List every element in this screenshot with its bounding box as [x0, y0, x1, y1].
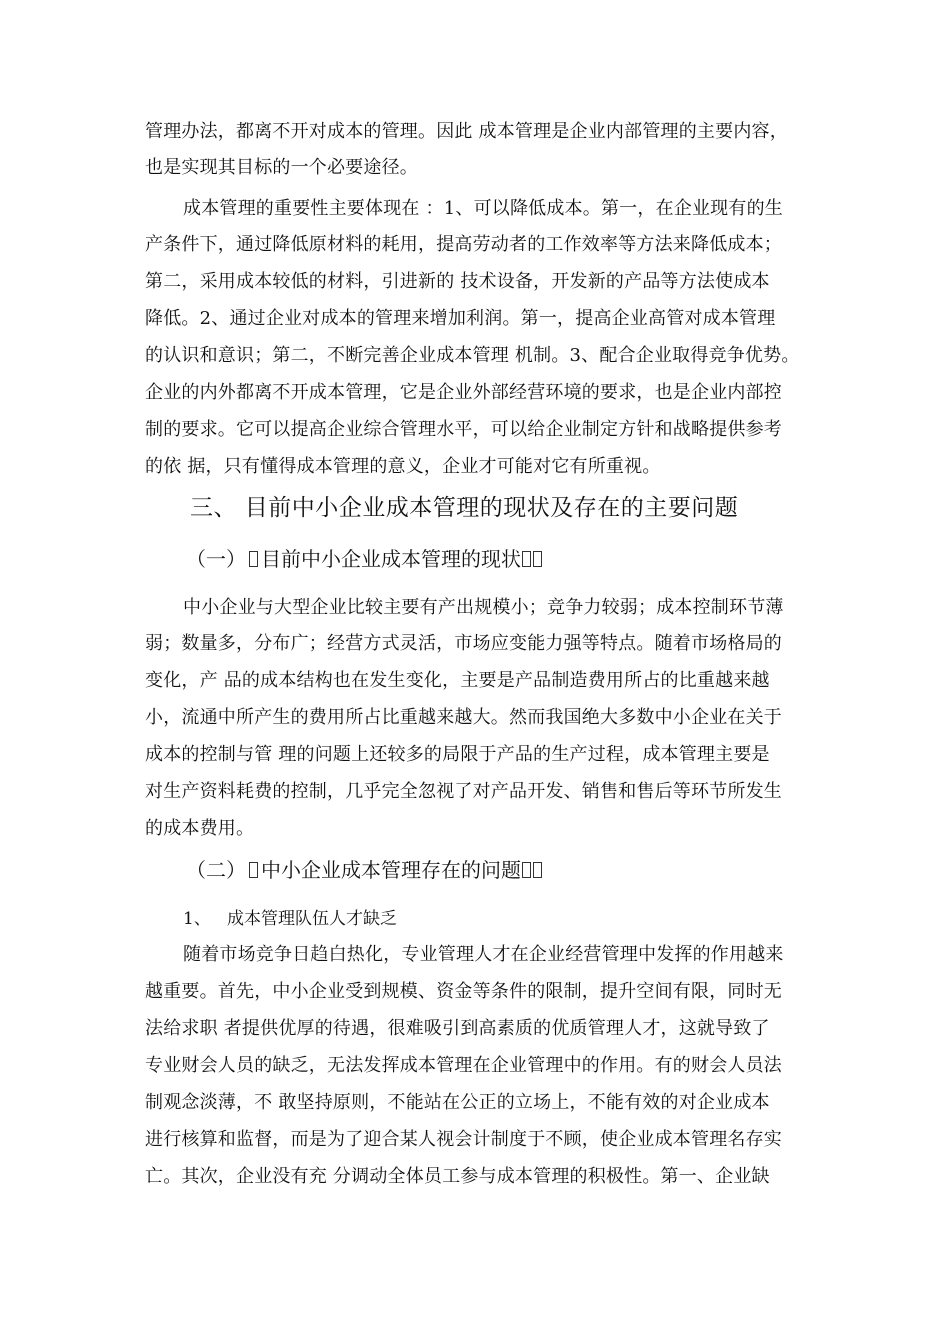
missing-glyph-icon [522, 862, 531, 878]
paragraph-line: 的认识和意识；第二，不断完善企业成本管理 机制。3、配合企业取得竞争优势。 [145, 345, 800, 366]
paragraph-line: 的依 据，只有懂得成本管理的意义，企业才可能对它有所重视。 [145, 456, 661, 477]
paragraph-line: 随着市场竞争日趋白热化，专业管理人才在企业经营管理中发挥的作用越来 [183, 944, 784, 965]
paragraph-line: 企业的内外都离不开成本管理，它是企业外部经营环境的要求，也是企业内部控 [145, 382, 782, 403]
paragraph-line: 弱；数量多，分布广；经营方式灵活，市场应变能力强等特点。随着市场格局的 [145, 633, 782, 654]
paragraph-line: 进行核算和监督，而是为了迎合某人视会计制度于不顾，使企业成本管理名存实 [145, 1129, 782, 1150]
numbered-item-heading [183, 907, 397, 931]
missing-glyph-icon [522, 551, 531, 567]
missing-glyph-icon [533, 551, 542, 567]
missing-glyph-icon [249, 551, 258, 567]
paragraph-line: 法给求职 者提供优厚的待遇，很难吸引到高素质的优质管理人才，这就导致了 [145, 1018, 770, 1039]
subsection-title: 目前中小企业成本管理的现状 [261, 547, 521, 571]
paragraph-line: 成本的控制与管 理的问题上还较多的局限于产品的生产过程，成本管理主要是 [145, 744, 770, 765]
item-title: 成本管理队伍人才缺乏 [227, 909, 398, 929]
subsection-heading [186, 857, 543, 883]
missing-glyph-icon [249, 862, 258, 878]
section-heading: 三、 目前中小企业成本管理的现状及存在的主要问题 [190, 495, 739, 521]
paragraph-line: 专业财会人员的缺乏，无法发挥成本管理在企业管理中的作用。有的财会人员法 [145, 1055, 782, 1076]
subsection-prefix: （二） [186, 858, 246, 882]
paragraph-line: 产条件下，通过降低原材料的耗用，提高劳动者的工作效率等方法来降低成本； [145, 234, 782, 255]
subsection-heading [186, 546, 543, 572]
paragraph-line: 小，流通中所产生的费用所占比重越来越大。然而我国绝大多数中小企业在关于 [145, 707, 782, 728]
missing-glyph-icon [533, 862, 542, 878]
paragraph-line: 管理办法，都离不开对成本的管理。因此 成本管理是企业内部管理的主要内容， [145, 121, 788, 142]
item-number: 1、 [183, 909, 211, 929]
paragraph-line: 的成本费用。 [145, 818, 255, 839]
paragraph-line: 中小企业与大型企业比较主要有产出规模小；竞争力较弱；成本控制环节薄 [183, 597, 784, 618]
paragraph-line: 成本管理的重要性主要体现在 ：1、可以降低成本。第一，在企业现有的生 [183, 198, 783, 219]
subsection-title: 中小企业成本管理存在的问题 [261, 858, 521, 882]
paragraph-line: 制的要求。它可以提高企业综合管理水平，可以给企业制定方针和战略提供参考 [145, 419, 782, 440]
paragraph-line: 制观念淡薄，不 敢坚持原则，不能站在公正的立场上，不能有效的对企业成本 [145, 1092, 770, 1113]
paragraph-line: 降低。2、通过企业对成本的管理来增加利润。第一，提高企业高管对成本管理 [145, 308, 776, 329]
paragraph-line: 也是实现其目标的一个必要途径。 [145, 157, 418, 178]
paragraph-line: 变化，产 品的成本结构也在发生变化，主要是产品制造费用所占的比重越来越 [145, 670, 770, 691]
paragraph-line: 亡。其次，企业没有充 分调动全体员工参与成本管理的积极性。第一、企业缺 [145, 1166, 770, 1187]
paragraph-line: 越重要。首先，中小企业受到规模、资金等条件的限制，提升空间有限，同时无 [145, 981, 782, 1002]
subsection-prefix: （一） [186, 547, 246, 571]
paragraph-line: 对生产资料耗费的控制，几乎完全忽视了对产品开发、销售和售后等环节所发生 [145, 781, 782, 802]
paragraph-line: 第二，采用成本较低的材料，引进新的 技术设备，开发新的产品等方法使成本 [145, 271, 770, 292]
